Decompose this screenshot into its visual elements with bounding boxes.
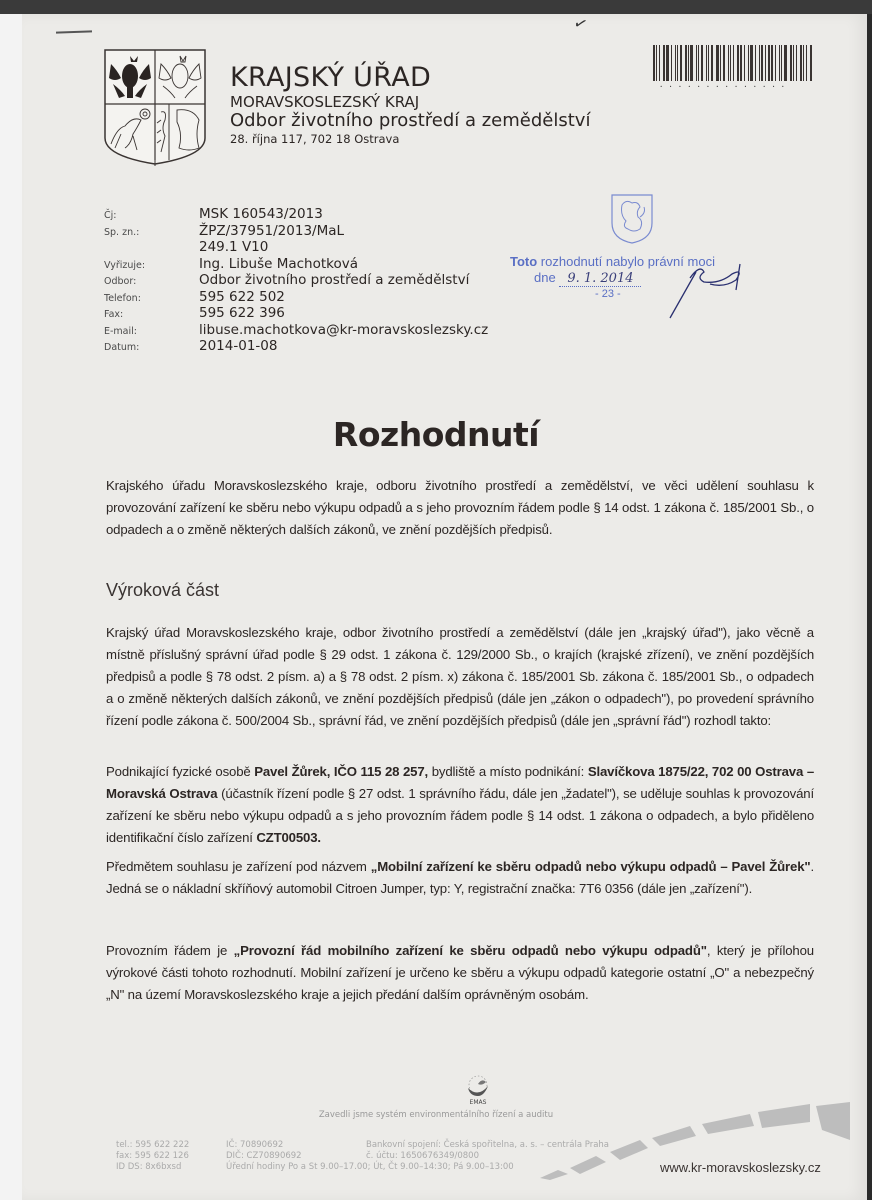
- czech-lion-stamp-icon: [610, 193, 654, 245]
- barcode-bar: [677, 45, 678, 81]
- meta-label: Fax:: [104, 309, 124, 320]
- meta-row: [104, 305, 488, 322]
- barcode-digits: ••••••••••••••: [660, 84, 792, 89]
- meta-value: MSK 160543/2013: [199, 206, 323, 222]
- barcode-bar: [671, 45, 672, 81]
- footer-line: ID DS: 8x6bxsd: [116, 1162, 182, 1172]
- text: (účastník řízení podle § 27 odst. 1 správního řádu, dále jen „žadatel"), se uděluje souhlas k provozování zařízení ke sběru nebo výkupu odpadů a s jeho provozním řádem podle § 14 odst. 1 zákona o odpadech, a bylo přiděleno identifikační číslo zařízení: [106, 786, 814, 845]
- barcode-bar: [737, 45, 739, 81]
- intro-paragraph: Krajského úřadu Moravskoslezského kraje, odboru životního prostředí a zemědělství, ve věci udělení souhlasu k provozování zařízení ke sběru nebo výkupu odpadů a s jeho provozním řádem podle § 14 odst. 1 zákona č. 185/2001 Sb., o odpadech a o změně některých dalších zákonů, ve znění pozdějších předpisů.: [106, 478, 814, 537]
- barcode-bar: [810, 45, 812, 81]
- meta-row: [104, 338, 488, 355]
- barcode-bar: [690, 45, 693, 81]
- meta-row: [104, 322, 488, 339]
- barcode-bar: [716, 45, 719, 81]
- meta-label: Čj:: [104, 210, 117, 221]
- meta-value: 595 622 396: [199, 305, 285, 321]
- barcode-icon: [653, 45, 813, 81]
- text: Provozním řádem je: [106, 943, 234, 958]
- barcode-bar: [755, 45, 756, 81]
- region-name: MORAVSKOSLEZSKÝ KRAJ: [230, 93, 420, 111]
- footer-line: tel.: 595 622 222: [116, 1140, 190, 1150]
- operating-rules-name: „Provozní řád mobilního zařízení ke sběru odpadů nebo výkupu odpadů": [233, 943, 707, 958]
- footer-line: fax: 595 622 126: [116, 1151, 189, 1161]
- barcode-bar: [656, 45, 657, 81]
- barcode-bar: [730, 45, 731, 81]
- emas-text: Zavedli jsme systém environmentálního řízení a auditu: [318, 1110, 554, 1120]
- meta-value: Odbor životního prostředí a zemědělství: [199, 272, 470, 288]
- footer-line: DIČ: CZ70890692: [226, 1151, 302, 1161]
- barcode-bar: [768, 45, 770, 81]
- meta-label: Datum:: [104, 342, 140, 353]
- barcode-bar: [659, 45, 660, 81]
- barcode-bar: [711, 45, 713, 81]
- footer-bank: [366, 1140, 609, 1162]
- barcode-bar: [663, 45, 665, 81]
- website-link[interactable]: www.kr-moravskoslezsky.cz: [660, 1160, 821, 1175]
- barcode-bar: [688, 45, 689, 81]
- text: . Jedná se o nákladní skříňový automobil Citroen Jumper, typ: Y, registrační značka: 7T6 0356 (dále jen „zařízení").: [106, 859, 814, 896]
- paragraph-operating-rules: [106, 940, 814, 1006]
- barcode-bar: [779, 45, 780, 81]
- footer-line: č. účtu: 1650676349/0800: [366, 1151, 479, 1161]
- scan-border-left: [0, 14, 22, 1200]
- barcode-bar: [806, 45, 807, 81]
- barcode-bar: [723, 45, 725, 81]
- applicant-name: Pavel Žůrek, IČO 115 28 257,: [254, 764, 429, 779]
- footer-contact: [116, 1140, 189, 1173]
- meta-row: [104, 289, 488, 306]
- department-name: Odbor životního prostředí a zemědělství: [230, 110, 591, 131]
- signature: [640, 254, 760, 320]
- stamp-date: 9. 1. 2014: [559, 271, 641, 287]
- barcode-bar: [740, 45, 742, 81]
- meta-label: Telefon:: [104, 292, 141, 304]
- stamp-text: rozhodnutí nabylo právní moci: [537, 254, 715, 269]
- barcode-bar: [708, 45, 709, 81]
- barcode-bar: [793, 45, 794, 81]
- barcode-bar: [728, 45, 729, 81]
- footer-line: Bankovní spojení: Česká spořitelna, a. s. – centrála Praha: [366, 1140, 610, 1150]
- barcode-bar: [744, 45, 745, 81]
- stamp-number: - 23 -: [595, 288, 621, 300]
- barcode-bar: [803, 45, 804, 81]
- facility-name: „Mobilní zařízení ke sběru odpadů nebo výkupu odpadů – Pavel Žůrek": [370, 859, 811, 874]
- barcode-bar: [733, 45, 734, 81]
- meta-value: 249.1 V10: [199, 239, 269, 255]
- emas-label: EMAS: [469, 1099, 487, 1106]
- paragraph-subject: [106, 856, 814, 900]
- meta-value: libuse.machotkova@kr-moravskoslezsky.cz: [199, 321, 489, 338]
- meta-label: Sp. zn.:: [104, 226, 140, 238]
- pen-mark: ✓: [571, 12, 591, 35]
- office-address: 28. října 117, 702 18 Ostrava: [230, 132, 400, 146]
- barcode-bar: [653, 45, 655, 81]
- barcode-bar: [771, 45, 773, 81]
- barcode-bar: [775, 45, 776, 81]
- meta-label: E-mail:: [104, 325, 137, 337]
- meta-row: [104, 223, 488, 240]
- section-heading: Výroková část: [106, 580, 220, 600]
- barcode-bar: [685, 45, 687, 81]
- stamp-bold-word: Toto: [510, 254, 538, 269]
- facility-id: CZT00503.: [256, 830, 321, 845]
- applicant-address: Slavíčkova 1875/22, 702 00 Ostrava – Moravská Ostrava: [106, 764, 814, 801]
- meta-value: 595 622 502: [199, 288, 285, 305]
- barcode-bar: [781, 45, 782, 81]
- paragraph-authority: Krajský úřad Moravskoslezského kraje, odbor životního prostředí a zemědělství (dále jen „krajský úřad"), jako věcně a místně příslušný správní úřad podle § 29 odst. 1 zákona č. 129/2000 Sb., o krajích (krajské zřízení), ve znění pozdějších předpisů a podle § 78 odst. 2 písm. a) a § 78 odst. 2 písm. x) zákona č. 185/2001 Sb. zákona č. 185/2001 Sb., o odpadech a o změně některých dalších zákonů, ve znění pozdějších předpisů (dále jen „zákon o odpadech"), po provedení správního řízení podle zákona č. 500/2004 Sb., správní řád, ve znění pozdějších předpisů (dále jen „správní řád") rozhodl takto:: [106, 625, 814, 728]
- text: Předmětem souhlasu je zařízení pod názvem: [106, 859, 371, 874]
- barcode-bar: [759, 45, 760, 81]
- barcode-bar: [666, 45, 669, 81]
- meta-row: [104, 256, 488, 273]
- text: bydliště a místo podnikání:: [428, 764, 588, 779]
- office-title: KRAJSKÝ ÚŘAD: [230, 62, 432, 93]
- barcode-bar: [696, 45, 697, 81]
- barcode-bar: [701, 45, 703, 81]
- barcode-bar: [698, 45, 699, 81]
- text: Podnikající fyzické osobě: [106, 764, 255, 779]
- barcode-bar: [784, 45, 787, 81]
- document-title: Rozhodnutí: [332, 415, 540, 454]
- text: , který je přílohou výrokové části tohoto rozhodnutí. Mobilní zařízení je určeno ke sběru a výkupu odpadů kategorie ostatní „O" a nebezpečný „N" na území Moravskoslezského kraje a jejich předání dalším oprávněným osobám.: [106, 943, 814, 1002]
- meta-row: [104, 272, 488, 289]
- coat-of-arms-icon: [103, 48, 207, 166]
- meta-value: 2014-01-08: [199, 338, 278, 354]
- reference-metadata: [104, 206, 488, 355]
- barcode-bar: [761, 45, 763, 81]
- document-page: [22, 14, 867, 1200]
- paragraph-applicant: [106, 761, 814, 849]
- meta-row: [104, 206, 488, 223]
- barcode-bar: [748, 45, 749, 81]
- barcode-bar: [675, 45, 676, 81]
- barcode-bar: [765, 45, 766, 81]
- barcode-bar: [680, 45, 682, 81]
- meta-value: ŽPZ/37951/2013/MaL: [199, 222, 345, 239]
- meta-value: Ing. Libuše Machotková: [199, 255, 359, 272]
- footer-line: Úřední hodiny Po a St 9.00–17.00; Út, Čt 9.00–14:30; Pá 9.00–13:00: [226, 1162, 514, 1172]
- meta-label: Vyřizuje:: [104, 259, 146, 271]
- barcode-bar: [750, 45, 753, 81]
- meta-row: [104, 239, 488, 256]
- scan-border-top: [0, 0, 872, 14]
- emas-logo-icon: [460, 1072, 496, 1110]
- barcode-bar: [720, 45, 721, 81]
- footer-line: IČ: 70890692: [226, 1140, 284, 1150]
- barcode-bar: [796, 45, 797, 81]
- barcode-bar: [800, 45, 802, 81]
- meta-label: Odbor:: [104, 276, 137, 287]
- barcode-bar: [706, 45, 707, 81]
- stamp-date-label: dne: [534, 270, 556, 285]
- barcode-bar: [790, 45, 792, 81]
